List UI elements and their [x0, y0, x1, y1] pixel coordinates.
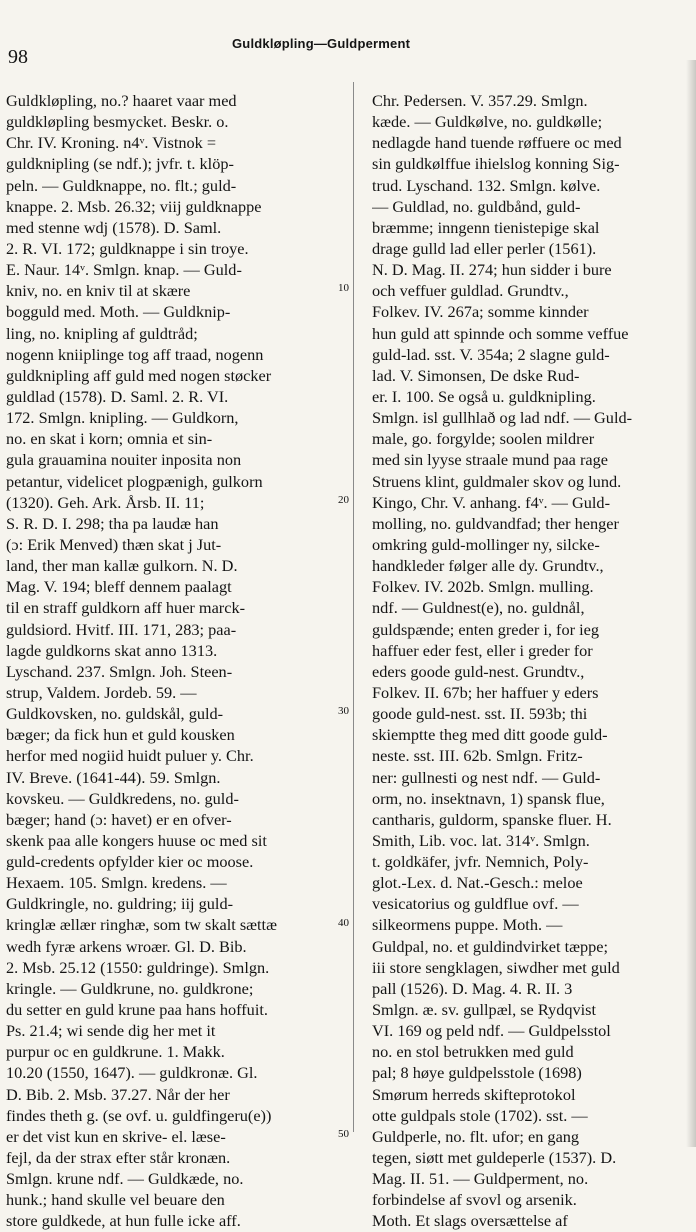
- text-line: kæde. — Guldkølve, no. guldkølle;: [372, 112, 603, 132]
- text-line: haffuer eder fest, eller i greder for: [372, 640, 593, 660]
- text-line: sin guldkølffue ihielslog konning Sig-: [372, 154, 620, 174]
- text-line: er. I. 100. Se også u. guldknipling.: [372, 386, 596, 406]
- text-line: wedh fyræ arkens wroær. Gl. D. Bib.: [6, 936, 247, 956]
- text-line: strup, Valdem. Jordeb. 59. —: [6, 682, 197, 702]
- text-line: guldlad (1578). D. Saml. 2. R. VI.: [6, 386, 229, 406]
- text-line: store guldkede, at hun fulle icke aff.: [6, 1211, 241, 1231]
- text-line: ner: gullnesti og nest ndf. — Guld-: [372, 767, 601, 787]
- text-line: glot.-Lex. d. Nat.-Gesch.: meloe: [372, 873, 583, 893]
- text-line: — Guldlad, no. guldbånd, guld-: [372, 196, 581, 216]
- text-line: Guldperle, no. flt. ufor; en gang: [372, 1126, 580, 1146]
- text-line: guldkløpling besmycket. Beskr. o.: [6, 112, 229, 132]
- text-line: bæger; da fick hun et guld kousken: [6, 725, 235, 745]
- text-line: neste. sst. III. 62b. Smlgn. Fritz-: [372, 746, 583, 766]
- text-line: skenk paa alle kongers huuse oc med sit: [6, 830, 267, 850]
- text-line: med sin lyyse straale mund paa rage: [372, 450, 608, 470]
- text-line: bæger; hand (ɔ: havet) er en ofver-: [6, 809, 232, 829]
- text-line: pal; 8 høye guldpelsstole (1698): [372, 1063, 582, 1083]
- text-line: no. en skat i korn; omnia et sin-: [6, 429, 213, 449]
- text-line: no. en stol betrukken med guld: [372, 1042, 574, 1062]
- right-column: [372, 90, 690, 1232]
- text-line: purpur oc en guldkrune. 1. Makk.: [6, 1042, 225, 1062]
- line-number: 30: [338, 705, 349, 717]
- text-line: E. Naur. 14ᵛ. Smlgn. knap. — Guld-: [6, 260, 242, 280]
- text-line: IV. Breve. (1641-44). 59. Smlgn.: [6, 767, 221, 787]
- text-line: vesicatorius og guldflue ovf. —: [372, 894, 579, 914]
- text-line: iii store sengklagen, siwdher met guld: [372, 957, 620, 977]
- text-line: Lyschand. 237. Smlgn. Joh. Steen-: [6, 661, 233, 681]
- text-line: du setter en guld krune paa hans hoffuit.: [6, 1000, 268, 1020]
- text-line: N. D. Mag. II. 274; hun sidder i bure: [372, 260, 612, 280]
- text-line: Folkev. IV. 267a; somme kinnder: [372, 302, 589, 322]
- text-line: Mag. II. 51. — Guldperment, no.: [372, 1169, 589, 1189]
- text-line: bogguld med. Moth. — Guldknip-: [6, 302, 231, 322]
- text-line: findes theth g. (se ovf. u. guldfingeru(e)): [6, 1105, 272, 1125]
- text-line: och veffuer guldlad. Grundtv.,: [372, 281, 569, 301]
- text-line: Chr. Pedersen. V. 357.29. Smlgn.: [372, 91, 588, 110]
- text-line: hun guld att spinnde och somme veffue: [372, 323, 629, 343]
- text-line: guldspænde; enten greder i, for ieg: [372, 619, 599, 639]
- line-number: 20: [338, 494, 349, 506]
- text-line: kovskeu. — Guldkredens, no. guld-: [6, 788, 239, 808]
- text-line: knappe. 2. Msb. 26.32; viij guldknappe: [6, 196, 262, 216]
- text-line: fejl, da der strax efter står kronæn.: [6, 1148, 231, 1168]
- text-line: Kingo, Chr. V. anhang. f4ᵛ. — Guld-: [372, 492, 610, 512]
- text-line: kniv, no. en kniv til at skære: [6, 281, 191, 301]
- text-line: land, ther man kallæ gulkorn. N. D.: [6, 556, 238, 576]
- text-line: Smørum herreds skifteprotokol: [372, 1084, 576, 1104]
- line-number: 50: [338, 1128, 349, 1140]
- text-line: guldknipling (se ndf.); jvfr. t. klöp-: [6, 154, 234, 174]
- text-line: Struens klint, guldmaler skov og lund.: [372, 471, 622, 491]
- text-line: Folkev. IV. 202b. Smlgn. mulling.: [372, 577, 594, 597]
- text-line: ndf. — Guldnest(e), no. guldnål,: [372, 598, 585, 618]
- text-line: Hexaem. 105. Smlgn. kredens. —: [6, 873, 227, 893]
- text-line: bræmme; inngenn tienistepige skal: [372, 217, 600, 237]
- line-number: 40: [338, 917, 349, 929]
- text-line: ling, no. knipling af guldtråd;: [6, 323, 198, 343]
- text-line: D. Bib. 2. Msb. 37.27. Når der her: [6, 1084, 230, 1104]
- text-line: (ɔ: Erik Menved) thæn skat j Jut-: [6, 534, 222, 554]
- text-line: silkeormens puppe. Moth. —: [372, 915, 563, 935]
- text-line: 10.20 (1550, 1647). — guldkronæ. Gl.: [6, 1063, 258, 1083]
- text-line: forbindelse af svovl og arsenik.: [372, 1190, 577, 1210]
- text-line: nogenn kniiplinge tog aff traad, nogenn: [6, 344, 264, 364]
- text-line: eders goode guld-nest. Grundtv.,: [372, 661, 585, 681]
- text-line: 172. Smlgn. knipling. — Guldkorn,: [6, 408, 239, 428]
- text-line: kringlæ ællær ringhæ, som tw skalt sættæ: [6, 915, 277, 935]
- left-column: [6, 90, 341, 1232]
- text-line: er det vist kun en skrive- el. læse-: [6, 1126, 226, 1146]
- scan-edge-shadow: [686, 60, 696, 1147]
- text-line: Folkev. II. 67b; her haffuer y eders: [372, 682, 599, 702]
- text-line: Chr. IV. Kroning. n4ᵛ. Vistnok =: [6, 133, 217, 153]
- text-line: guld-credents opfylder kier oc moose.: [6, 852, 254, 872]
- text-line: Smlgn. krune ndf. — Guldkæde, no.: [6, 1169, 244, 1189]
- text-line: hunk.; hand skulle vel beuare den: [6, 1190, 225, 1210]
- text-line: S. R. D. I. 298; tha pa laudæ han: [6, 513, 219, 533]
- text-line: handkleder følger alle dy. Grundtv.,: [372, 556, 604, 576]
- text-line: 2. R. VI. 172; guldknappe i sin troye.: [6, 238, 249, 258]
- text-line: petantur, videlicet plogpænigh, gulkorn: [6, 471, 263, 491]
- text-line: Guldkovsken, no. guldskål, guld-: [6, 704, 224, 724]
- text-line: otte guldpals stole (1702). sst. —: [372, 1105, 588, 1125]
- text-line: Moth. Et slags oversættelse af: [372, 1211, 568, 1231]
- text-line: herfor med nogiid huidt puluer y. Chr.: [6, 746, 254, 766]
- text-line: skiemptte theg med ditt goode guld-: [372, 725, 608, 745]
- text-line: molling, no. guldvandfad; ther henger: [372, 513, 619, 533]
- running-head: Guldkløpling—Guldperment: [232, 36, 411, 51]
- text-line: orm, no. insektnavn, 1) spansk flue,: [372, 788, 605, 808]
- text-line: pall (1526). D. Mag. 4. R. II. 3: [372, 978, 573, 998]
- text-line: lagde guldkorns skat anno 1313.: [6, 640, 218, 660]
- text-line: drage gulld lad eller perler (1561).: [372, 238, 597, 258]
- text-line: Guldpal, no. et guldindvirket tæppe;: [372, 936, 609, 956]
- text-line: guldknipling aff guld med nogen støcker: [6, 365, 272, 385]
- text-line: Smlgn. isl gullhlað og lad ndf. — Guld-: [372, 408, 633, 428]
- text-line: gula grauamina nouiter inposita non: [6, 450, 242, 470]
- text-line: med stenne wdj (1578). D. Saml.: [6, 217, 222, 237]
- text-line: 2. Msb. 25.12 (1550: guldringe). Smlgn.: [6, 957, 270, 977]
- text-line: Guldkløpling, no.? haaret vaar med: [6, 91, 237, 110]
- text-line: Guldkringle, no. guldring; iij guld-: [6, 894, 234, 914]
- text-line: til en straff guldkorn aff huer marck-: [6, 598, 246, 618]
- column-divider: [353, 82, 354, 1132]
- text-line: trud. Lyschand. 132. Smlgn. kølve.: [372, 175, 601, 195]
- text-line: Smlgn. æ. sv. gullpæl, se Rydqvist: [372, 1000, 597, 1020]
- text-line: (1320). Geh. Ark. Årsb. II. 11;: [6, 492, 205, 512]
- page-number: 98: [8, 46, 28, 68]
- text-line: peln. — Guldknappe, no. flt.; guld-: [6, 175, 237, 195]
- line-number: 10: [338, 282, 349, 294]
- text-line: cantharis, guldorm, spanske fluer. H.: [372, 809, 612, 829]
- text-line: kringle. — Guldkrune, no. guldkrone;: [6, 978, 254, 998]
- text-line: Ps. 21.4; wi sende dig her met it: [6, 1021, 216, 1041]
- text-line: guld-lad. sst. V. 354a; 2 slagne guld-: [372, 344, 610, 364]
- text-line: goode guld-nest. sst. II. 593b; thi: [372, 704, 588, 724]
- text-line: nedlagde hand tuende røffuere oc med: [372, 133, 622, 153]
- text-line: tegen, siøtt met guldeperle (1537). D.: [372, 1148, 617, 1168]
- text-line: omkring guld-mollinger ny, silcke-: [372, 534, 600, 554]
- text-line: VI. 169 og peld ndf. — Guldpelsstol: [372, 1021, 611, 1041]
- text-line: Mag. V. 194; bleff dennem paalagt: [6, 577, 232, 597]
- text-line: Smith, Lib. voc. lat. 314ᵛ. Smlgn.: [372, 830, 590, 850]
- text-line: male, go. forgylde; soolen mildrer: [372, 429, 595, 449]
- text-line: guldsiord. Hvitf. III. 171, 283; paa-: [6, 619, 237, 639]
- text-line: lad. V. Simonsen, De dske Rud-: [372, 365, 580, 385]
- text-line: t. goldkäfer, jvfr. Nemnich, Poly-: [372, 852, 589, 872]
